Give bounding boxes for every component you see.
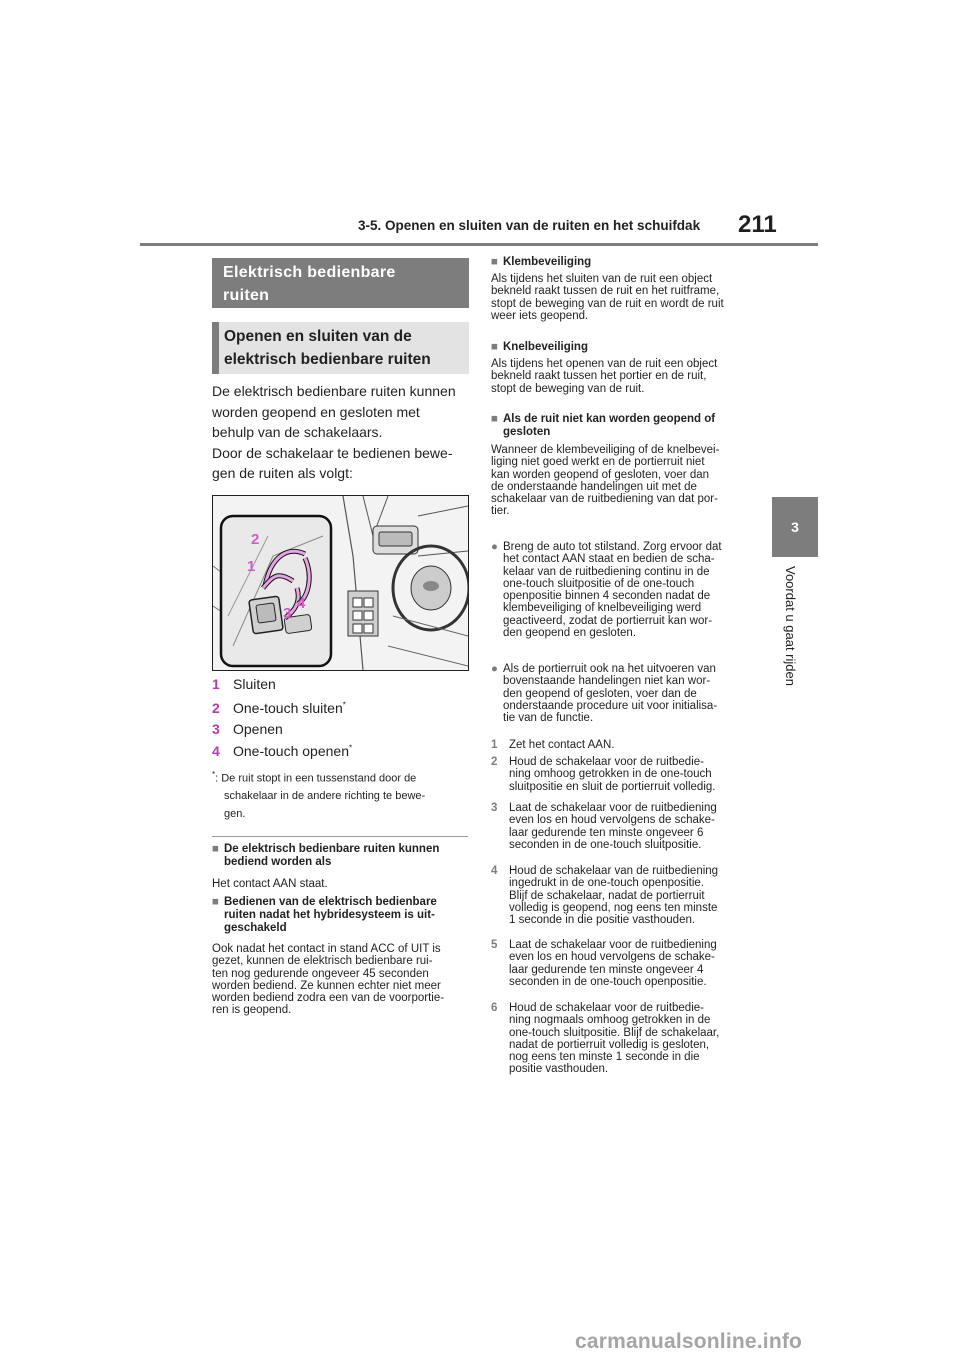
square-bullet-icon: ■ (212, 896, 219, 908)
note-block (491, 413, 753, 518)
note-heading: ■ Knelbeveiliging (491, 341, 588, 353)
note-body: Ook nadat het contact in stand ACC of UIT is gezet, kunnen de elektrisch bedienbare rui- ten nog gedurende ongeveer 45 seconden worden bediend. Ze kunnen echter niet meer worden bediend zodra een van de voorportie- ren is geopend. (212, 943, 445, 1017)
note-block (212, 896, 474, 1017)
section-title: Elektrisch bedienbare ruiten (223, 264, 396, 304)
subsection-title: Openen en sluiten van de elektrisch bedienbare ruiten (224, 328, 431, 368)
step-item: 6 Houd de schakelaar voor de ruitbedie- ning nogmaals omhoog getrokken in de one-touch sluitpositie. Blijf de schakelaar, nadat de portierruit volledig is gesloten, nog eens ten minste 1 seconde in die positie vasthouden. (491, 1002, 720, 1076)
note-heading: ■ De elektrisch bedienbare ruiten kunnen bediend worden als (212, 843, 440, 868)
note-body: Als tijdens het openen van de ruit een object bekneld raakt tussen het portier en de ruit, stopt de beweging van de ruit. (491, 358, 718, 395)
column-divider (212, 836, 468, 837)
note-heading: ■ Bedienen van de elektrisch bedienbare ruiten nadat het hybridesysteem is uit- geschakeld (212, 896, 437, 934)
section-header-title: 3-5. Openen en sluiten van de ruiten en het schuifdak (358, 218, 701, 233)
square-bullet-icon: ■ (212, 843, 219, 855)
window-switch-illustration (212, 495, 469, 671)
round-bullet-icon: ● (491, 541, 498, 553)
chapter-tab (772, 497, 818, 557)
footnote: *: De ruit stopt in een tussenstand door de schakelaar in de andere richting te bewe- gen. (212, 770, 426, 820)
square-bullet-icon: ■ (491, 413, 498, 425)
square-bullet-icon: ■ (491, 341, 498, 353)
door-panel-drawing (213, 496, 468, 670)
callout-2: 2 (251, 531, 260, 548)
note-heading: ■ Als de ruit niet kan worden geopend of gesloten (491, 413, 716, 438)
note-body: Wanneer de klembeveiliging of de knelbevei- liging niet goed werkt en de portierruit niet kan worden geopend of gesloten, voer dan de onderstaande handelingen uit met de schakelaar van de ruitbediening van dat por- tier. (491, 444, 720, 518)
square-bullet-icon: ■ (491, 256, 498, 268)
bullet-item: ● Als de portierruit ook na het uitvoeren van bovenstaande handelingen niet kan wor- den geopend of gesloten, voer dan de onderstaande procedure uit voor initialisa- tie van de functie. (491, 663, 718, 725)
header-rule (140, 243, 818, 246)
step-item: 3 Laat de schakelaar voor de ruitbediening even los en houd vervolgens de schake- laar gedurende ten minste ongeveer 6 seconden in de one-touch sluitpositie. (491, 802, 717, 851)
note-block (491, 256, 753, 322)
step-item: 4 Houd de schakelaar van de ruitbediening ingedrukt in de one-touch openpositie. Blijf de schakelaar, nadat de portierruit volledig is geopend, nog eens ten minste 1 seconde in die positie vasthouden. (491, 865, 719, 927)
step-item: 5 Laat de schakelaar voor de ruitbediening even los en houd vervolgens de schake- laar gedurende ten minste ongeveer 4 seconden in de one-touch openpositie. (491, 939, 717, 988)
legend-item: 1 Sluiten (212, 676, 276, 692)
step-item: 1 Zet het contact AAN. (491, 739, 615, 751)
note-block (491, 341, 753, 395)
legend-item: 2 One-touch sluiten* (212, 700, 346, 716)
watermark: carmanualsonline.info (575, 1330, 803, 1353)
legend-item: 3 Openen (212, 721, 283, 737)
callout-1: 1 (247, 558, 256, 575)
subsection-accent (212, 322, 219, 374)
step-item: 2 Houd de schakelaar voor de ruitbedie- ning omhoog getrokken in de one-touch sluitpositie en sluit de portierruit volledig. (491, 756, 716, 793)
round-bullet-icon: ● (491, 663, 498, 675)
note-heading: ■ Klembeveiliging (491, 256, 592, 268)
page-number: 211 (738, 211, 777, 238)
callout-3: 3 (283, 605, 292, 622)
chapter-title: Voordat u gaat rijden (783, 566, 798, 686)
note-block: ■ De elektrisch bedienbare ruiten kunnen bediend worden als Het contact AAN staat. (212, 843, 474, 890)
note-body: Als tijdens het sluiten van de ruit een object bekneld raakt tussen de ruit en het ruitframe, stopt de beweging van de ruit en wordt de ruit weer iets geopend. (491, 273, 724, 322)
legend-item: 4 One-touch openen* (212, 743, 353, 759)
intro-paragraph: De elektrisch bedienbare ruiten kunnen worden geopend en gesloten met behulp van de schakelaars. Door de schakelaar te bedienen bewe- gen de ruiten als volgt: (212, 383, 456, 481)
bullet-item: ● Breng de auto tot stilstand. Zorg ervoor dat het contact AAN staat en bedien de scha- kelaar van de ruitbediening continu in de one-touch sluitpositie of de one-touch openpositie binnen 4 seconden nadat de klembeveiliging of knelbeveiliging werd geactiveerd, zodat de portierruit kan wor- den geopend en gesloten. (491, 541, 722, 640)
chapter-number: 3 (791, 519, 799, 535)
callout-4: 4 (297, 595, 306, 612)
